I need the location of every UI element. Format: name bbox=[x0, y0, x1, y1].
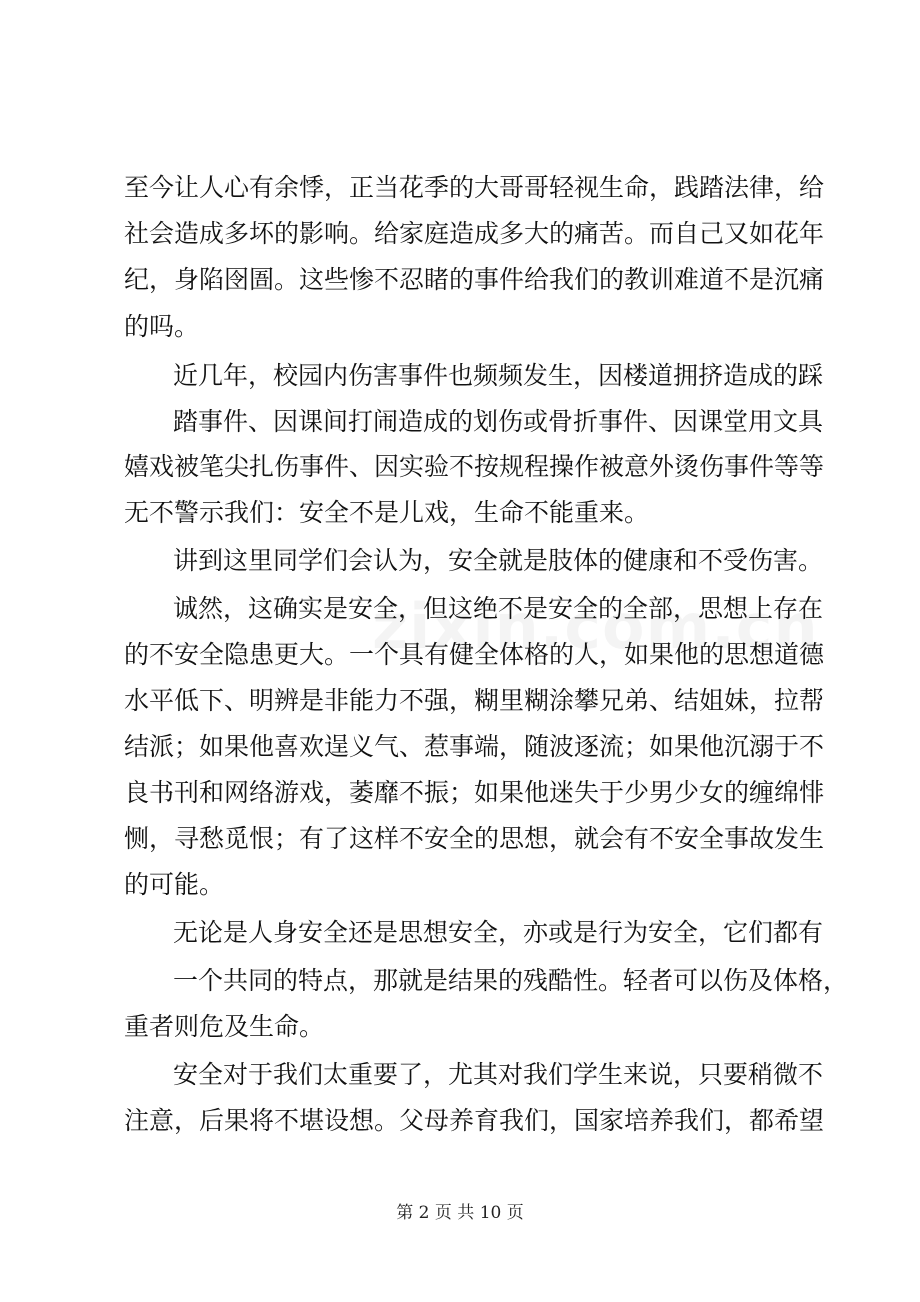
text-line: 讲到这里同学们会认为，安全就是肢体的健康和不受伤害。 bbox=[173, 546, 824, 575]
text-line: 踏事件、因课间打闹造成的划伤或骨折事件、因课堂用文具 bbox=[173, 407, 824, 436]
watermark bbox=[372, 590, 819, 663]
page-number-footer: 第 2 页 共 10 页 bbox=[396, 1203, 524, 1223]
text-line: 恻，寻愁觅恨；有了这样不安全的思想，就会有不安全事故发生 bbox=[124, 824, 825, 853]
text-line: 良书刊和网络游戏，萎靡不振；如果他迷失于少男少女的缠绵悱 bbox=[124, 778, 825, 807]
text-line: 社会造成多坏的影响。给家庭造成多大的痛苦。而自己又如花年 bbox=[124, 219, 825, 248]
text-line: 诚然，这确实是安全，但这绝不是安全的全部，思想上存在 bbox=[173, 594, 824, 623]
text-line: 的吗。 bbox=[124, 312, 200, 341]
text-line: 重者则危及生命。 bbox=[124, 1012, 325, 1041]
text-line: 注意，后果将不堪设想。父母养育我们，国家培养我们，都希望 bbox=[124, 1106, 825, 1135]
text-line: 的可能。 bbox=[124, 870, 225, 899]
text-line: 近几年，校园内伤害事件也频频发生，因楼道拥挤造成的踩 bbox=[173, 361, 824, 390]
text-line: 水平低下、明辨是非能力不强，糊里糊涂攀兄弟、结姐妹，拉帮 bbox=[124, 686, 825, 715]
text-line: 纪，身陷囹圄。这些惨不忍睹的事件给我们的教训难道不是沉痛 bbox=[124, 265, 825, 294]
text-line: 至今让人心有余悸，正当花季的大哥哥轻视生命，践踏法律，给 bbox=[124, 173, 825, 202]
text-line: 安全对于我们太重要了，尤其对我们学生来说，只要稍微不 bbox=[173, 1060, 824, 1089]
text-line: 一个共同的特点，那就是结果的残酷性。轻者可以伤及体格， bbox=[173, 966, 849, 995]
text-line: 结派；如果他喜欢逞义气、惹事端，随波逐流；如果他沉溺于不 bbox=[124, 732, 825, 761]
text-line: 的不安全隐患更大。一个具有健全体格的人，如果他的思想道德 bbox=[124, 640, 825, 669]
text-line: 无不警示我们：安全不是儿戏，生命不能重来。 bbox=[124, 498, 650, 527]
text-line: 无论是人身安全还是思想安全，亦或是行为安全，它们都有 bbox=[173, 918, 824, 947]
text-line: 嬉戏被笔尖扎伤事件、因实验不按规程操作被意外烫伤事件等等 bbox=[124, 452, 825, 481]
